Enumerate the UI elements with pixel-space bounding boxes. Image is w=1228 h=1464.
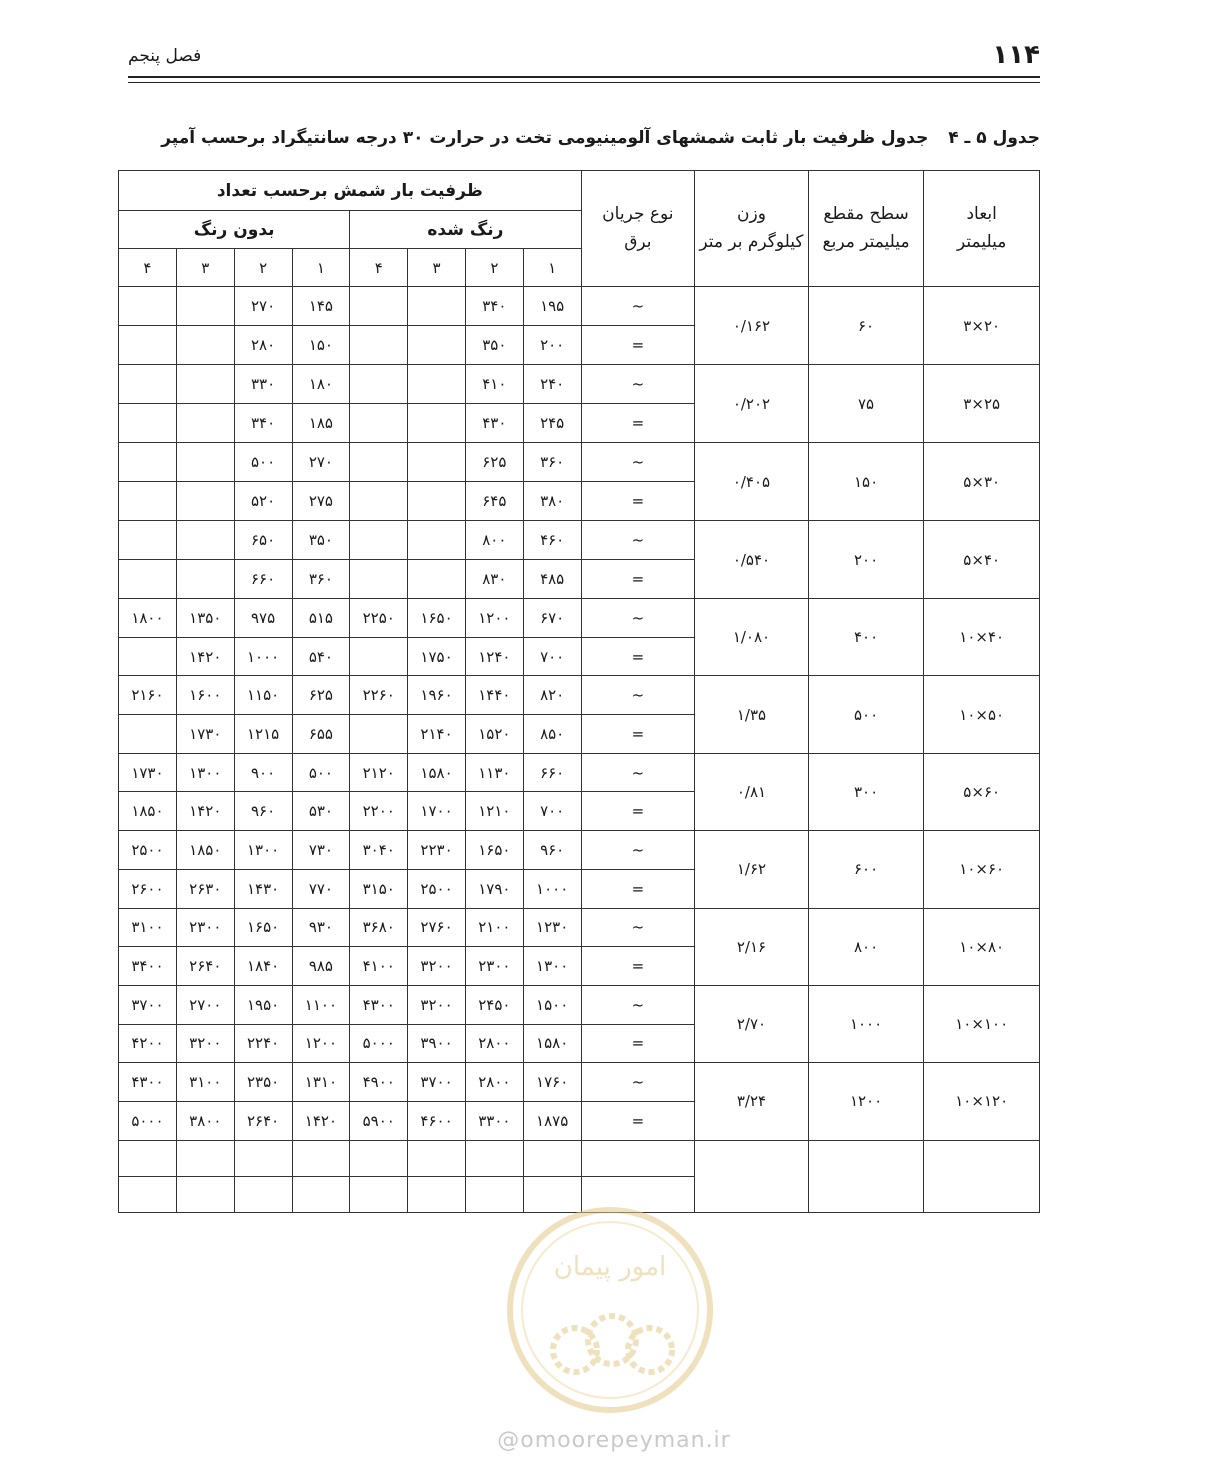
header-count: ۳: [176, 249, 234, 287]
header-count: ۴: [119, 249, 177, 287]
cell-painted-value: [350, 404, 408, 443]
cell-painted-value: [408, 287, 466, 326]
cell-empty: [924, 1140, 1040, 1212]
cell-unpainted-value: ۱۳۵۰: [176, 599, 234, 638]
cell-empty: [234, 1176, 292, 1212]
cell-unpainted-value: ۳۶۰: [292, 560, 350, 599]
cell-weight: ۱/۶۲: [695, 831, 809, 908]
watermark-logo-icon: [500, 1200, 720, 1420]
cell-unpainted-value: ۲۶۴۰: [234, 1101, 292, 1140]
cell-unpainted-value: ۱۴۲۰: [176, 792, 234, 831]
cell-unpainted-value: ۲۶۰۰: [119, 869, 177, 908]
cell-current-type: ~: [581, 599, 695, 638]
cell-unpainted-value: [119, 521, 177, 560]
cell-current-type: ~: [581, 753, 695, 792]
cell-painted-value: ۱۲۴۰: [465, 637, 523, 676]
cell-painted-value: ۸۲۰: [523, 676, 581, 715]
cell-dim: ۲۵×۳: [924, 365, 1040, 443]
cell-area: ۱۵۰: [808, 443, 924, 521]
cell-unpainted-value: [176, 521, 234, 560]
cell-painted-value: ۳۳۰۰: [465, 1101, 523, 1140]
cell-unpainted-value: ۱۴۲۰: [292, 1101, 350, 1140]
cell-unpainted-value: ۷۳۰: [292, 831, 350, 870]
cell-unpainted-value: ۳۴۰۰: [119, 947, 177, 986]
cell-unpainted-value: ۳۲۰۰: [176, 1024, 234, 1063]
header-area: [808, 171, 924, 287]
header-weight: [695, 171, 809, 287]
cell-area: ۸۰۰: [808, 908, 924, 985]
cell-unpainted-value: ۱۸۵: [292, 404, 350, 443]
table-row: [119, 676, 1040, 715]
cell-current-type: =: [581, 869, 695, 908]
table-row: [119, 1063, 1040, 1102]
cell-painted-value: ۸۵۰: [523, 715, 581, 754]
cell-current-type: =: [581, 1101, 695, 1140]
cell-unpainted-value: ۲۶۴۰: [176, 947, 234, 986]
cell-current-type: =: [581, 1024, 695, 1063]
cell-unpainted-value: ۱۳۰۰: [234, 831, 292, 870]
table-row: [119, 599, 1040, 638]
cell-dim: ۶۰×۵: [924, 753, 1040, 830]
cell-dim: ۲۰×۳: [924, 287, 1040, 365]
cell-unpainted-value: ۱۹۵۰: [234, 985, 292, 1024]
cell-empty: [808, 1140, 924, 1212]
cell-unpainted-value: [119, 637, 177, 676]
cell-unpainted-value: ۶۵۰: [234, 521, 292, 560]
cell-current-type: =: [581, 326, 695, 365]
cell-painted-value: ۸۳۰: [465, 560, 523, 599]
cell-unpainted-value: ۴۲۰۰: [119, 1024, 177, 1063]
cell-painted-value: ۱۵۸۰: [523, 1024, 581, 1063]
cell-painted-value: ۶۷۰: [523, 599, 581, 638]
cell-current-type: ~: [581, 521, 695, 560]
header-painted: رنگ شده: [350, 211, 581, 249]
header-capacity: ظرفیت بار شمش برحسب تعداد: [119, 171, 582, 211]
chapter-title: فصل پنجم: [128, 46, 202, 66]
cell-painted-value: [350, 715, 408, 754]
cell-empty: [465, 1140, 523, 1176]
cell-weight: ۰/۱۶۲: [695, 287, 809, 365]
cell-unpainted-value: ۱۲۰۰: [292, 1024, 350, 1063]
cell-unpainted-value: ۳۸۰۰: [176, 1101, 234, 1140]
cell-painted-value: ۳۶۰: [523, 443, 581, 482]
header-count: ۳: [408, 249, 466, 287]
cell-painted-value: ۴۹۰۰: [350, 1063, 408, 1102]
cell-painted-value: ۴۳۰: [465, 404, 523, 443]
cell-empty: [408, 1176, 466, 1212]
cell-painted-value: [350, 326, 408, 365]
cell-weight: ۳/۲۴: [695, 1063, 809, 1140]
cell-current-type: ~: [581, 908, 695, 947]
cell-unpainted-value: ۱۶۵۰: [234, 908, 292, 947]
table-row: [119, 985, 1040, 1024]
cell-empty: [176, 1176, 234, 1212]
cell-empty: [292, 1140, 350, 1176]
cell-current-type: =: [581, 560, 695, 599]
cell-unpainted-value: [176, 326, 234, 365]
cell-dim: ۸۰×۱۰: [924, 908, 1040, 985]
cell-painted-value: ۲۴۰: [523, 365, 581, 404]
cell-empty: [176, 1140, 234, 1176]
cell-unpainted-value: ۲۲۴۰: [234, 1024, 292, 1063]
cell-painted-value: ۱۲۳۰: [523, 908, 581, 947]
cell-dim: ۱۲۰×۱۰: [924, 1063, 1040, 1140]
table-row: [119, 443, 1040, 482]
cell-weight: ۱/۰۸۰: [695, 599, 809, 676]
cell-empty: [350, 1176, 408, 1212]
cell-painted-value: [408, 560, 466, 599]
cell-unpainted-value: ۵۰۰۰: [119, 1101, 177, 1140]
cell-painted-value: ۳۲۰۰: [408, 947, 466, 986]
cell-painted-value: ۱۰۰۰: [523, 869, 581, 908]
cell-unpainted-value: ۹۳۰: [292, 908, 350, 947]
cell-current-type: ~: [581, 831, 695, 870]
cell-unpainted-value: [119, 715, 177, 754]
cell-unpainted-value: ۱۶۰۰: [176, 676, 234, 715]
cell-painted-value: ۵۹۰۰: [350, 1101, 408, 1140]
cell-painted-value: ۲۱۰۰: [465, 908, 523, 947]
header-count: ۱: [292, 249, 350, 287]
cell-unpainted-value: ۱۸۵۰: [176, 831, 234, 870]
cell-painted-value: ۳۶۸۰: [350, 908, 408, 947]
cell-unpainted-value: ۲۸۰: [234, 326, 292, 365]
cell-painted-value: ۱۱۳۰: [465, 753, 523, 792]
cell-painted-value: ۲۴۵۰: [465, 985, 523, 1024]
cell-unpainted-value: ۲۱۶۰: [119, 676, 177, 715]
header-dimensions: [924, 171, 1040, 287]
header-count: ۴: [350, 249, 408, 287]
cell-unpainted-value: ۵۱۵: [292, 599, 350, 638]
cell-painted-value: ۱۳۰۰: [523, 947, 581, 986]
cell-painted-value: [350, 560, 408, 599]
cell-painted-value: ۱۹۵: [523, 287, 581, 326]
cell-area: ۶۰۰: [808, 831, 924, 908]
cell-weight: ۰/۲۰۲: [695, 365, 809, 443]
cell-area: ۲۰۰: [808, 521, 924, 599]
cell-painted-value: ۵۰۰۰: [350, 1024, 408, 1063]
cell-painted-value: ۶۶۰: [523, 753, 581, 792]
cell-unpainted-value: ۱۰۰۰: [234, 637, 292, 676]
cell-current-type: ~: [581, 676, 695, 715]
cell-empty: [119, 1176, 177, 1212]
cell-unpainted-value: ۲۶۳۰: [176, 869, 234, 908]
cell-painted-value: ۲۵۰۰: [408, 869, 466, 908]
cell-current-type: ~: [581, 365, 695, 404]
header-unpainted: بدون رنگ: [119, 211, 350, 249]
cell-empty: [234, 1140, 292, 1176]
header-rule-thin: [128, 82, 1040, 83]
cell-unpainted-value: ۶۶۰: [234, 560, 292, 599]
cell-unpainted-value: ۲۳۵۰: [234, 1063, 292, 1102]
cell-painted-value: ۴۶۰: [523, 521, 581, 560]
cell-painted-value: [350, 365, 408, 404]
cell-unpainted-value: ۳۵۰: [292, 521, 350, 560]
table-row: [119, 521, 1040, 560]
cell-unpainted-value: ۹۸۵: [292, 947, 350, 986]
cell-painted-value: ۳۴۰: [465, 287, 523, 326]
header-count: ۲: [234, 249, 292, 287]
cell-unpainted-value: ۳۴۰: [234, 404, 292, 443]
cell-dim: ۶۰×۱۰: [924, 831, 1040, 908]
cell-unpainted-value: [176, 482, 234, 521]
cell-unpainted-value: ۶۵۵: [292, 715, 350, 754]
cell-dim: ۱۰۰×۱۰: [924, 985, 1040, 1062]
cell-dim: ۴۰×۱۰: [924, 599, 1040, 676]
cell-painted-value: ۲۲۶۰: [350, 676, 408, 715]
cell-painted-value: [408, 482, 466, 521]
cell-unpainted-value: ۲۷۰۰: [176, 985, 234, 1024]
cell-unpainted-value: [119, 560, 177, 599]
cell-painted-value: [408, 326, 466, 365]
cell-area: ۷۵: [808, 365, 924, 443]
cell-painted-value: ۱۲۱۰: [465, 792, 523, 831]
cell-painted-value: ۶۲۵: [465, 443, 523, 482]
cell-painted-value: ۲۲۳۰: [408, 831, 466, 870]
cell-unpainted-value: ۱۴۳۰: [234, 869, 292, 908]
cell-area: ۵۰۰: [808, 676, 924, 753]
cell-painted-value: ۲۸۰۰: [465, 1063, 523, 1102]
cell-painted-value: ۷۰۰: [523, 637, 581, 676]
cell-painted-value: ۱۵۲۰: [465, 715, 523, 754]
cell-painted-value: [350, 443, 408, 482]
cell-unpainted-value: ۲۳۰۰: [176, 908, 234, 947]
cell-painted-value: [350, 482, 408, 521]
cell-unpainted-value: [119, 365, 177, 404]
cell-unpainted-value: [119, 404, 177, 443]
caption-title: جدول ظرفیت بار ثابت شمشهای آلومینیومی تخت در حرارت ۳۰ درجه سانتیگراد برحسب آمپر: [161, 128, 929, 148]
cell-unpainted-value: ۹۷۵: [234, 599, 292, 638]
cell-unpainted-value: [176, 365, 234, 404]
cell-unpainted-value: ۲۷۰: [234, 287, 292, 326]
capacity-table: [118, 170, 1040, 1213]
cell-empty: [581, 1140, 695, 1176]
cell-painted-value: ۲۱۲۰: [350, 753, 408, 792]
cell-unpainted-value: ۶۲۵: [292, 676, 350, 715]
cell-unpainted-value: ۵۳۰: [292, 792, 350, 831]
cell-unpainted-value: [119, 326, 177, 365]
cell-area: ۱۲۰۰: [808, 1063, 924, 1140]
page-number: ۱۱۴: [992, 40, 1040, 70]
cell-unpainted-value: ۲۷۰: [292, 443, 350, 482]
table-row-empty: [119, 1140, 1040, 1176]
cell-current-type: ~: [581, 287, 695, 326]
cell-area: ۳۰۰: [808, 753, 924, 830]
cell-painted-value: ۶۴۵: [465, 482, 523, 521]
cell-unpainted-value: [176, 560, 234, 599]
cell-dim: ۴۰×۵: [924, 521, 1040, 599]
cell-current-type: ~: [581, 443, 695, 482]
cell-painted-value: ۱۸۷۵: [523, 1101, 581, 1140]
cell-weight: ۰/۵۴۰: [695, 521, 809, 599]
cell-painted-value: ۱۵۰۰: [523, 985, 581, 1024]
header-weight-unit: کیلوگرم بر متر: [699, 231, 804, 252]
cell-unpainted-value: ۱۵۰: [292, 326, 350, 365]
cell-painted-value: ۲۸۰۰: [465, 1024, 523, 1063]
cell-painted-value: ۳۸۰: [523, 482, 581, 521]
cell-empty: [408, 1140, 466, 1176]
cell-unpainted-value: [176, 443, 234, 482]
cell-unpainted-value: ۵۴۰: [292, 637, 350, 676]
cell-unpainted-value: ۱۸۴۰: [234, 947, 292, 986]
cell-painted-value: ۴۶۰۰: [408, 1101, 466, 1140]
cell-painted-value: [350, 637, 408, 676]
cell-empty: [350, 1140, 408, 1176]
cell-painted-value: ۲۴۵: [523, 404, 581, 443]
cell-unpainted-value: ۹۶۰: [234, 792, 292, 831]
cell-painted-value: ۳۵۰: [465, 326, 523, 365]
cell-unpainted-value: ۱۴۲۰: [176, 637, 234, 676]
cell-empty: [523, 1140, 581, 1176]
header-area-unit: میلیمتر مربع: [822, 231, 910, 252]
caption-number: جدول ۵ ـ ۴: [948, 128, 1040, 148]
cell-painted-value: [408, 443, 466, 482]
cell-unpainted-value: ۹۰۰: [234, 753, 292, 792]
header-dimensions-unit: میلیمتر: [957, 231, 1007, 252]
cell-unpainted-value: ۱۱۰۰: [292, 985, 350, 1024]
cell-unpainted-value: [176, 404, 234, 443]
cell-painted-value: ۲۳۰۰: [465, 947, 523, 986]
cell-painted-value: [350, 521, 408, 560]
cell-dim: ۵۰×۱۰: [924, 676, 1040, 753]
cell-painted-value: ۹۶۰: [523, 831, 581, 870]
cell-unpainted-value: ۱۷۳۰: [119, 753, 177, 792]
cell-painted-value: [408, 521, 466, 560]
cell-unpainted-value: ۱۷۳۰: [176, 715, 234, 754]
cell-empty: [292, 1176, 350, 1212]
cell-painted-value: ۳۷۰۰: [408, 1063, 466, 1102]
cell-current-type: =: [581, 404, 695, 443]
cell-unpainted-value: ۷۷۰: [292, 869, 350, 908]
cell-painted-value: ۸۰۰: [465, 521, 523, 560]
cell-painted-value: ۱۴۴۰: [465, 676, 523, 715]
cell-painted-value: ۳۱۵۰: [350, 869, 408, 908]
cell-weight: ۰/۸۱: [695, 753, 809, 830]
cell-painted-value: ۲۷۶۰: [408, 908, 466, 947]
header-area-label: سطح مقطع: [823, 204, 909, 225]
table-caption: [140, 128, 1040, 148]
cell-painted-value: ۲۱۴۰: [408, 715, 466, 754]
cell-area: ۶۰: [808, 287, 924, 365]
cell-unpainted-value: ۱۸۰: [292, 365, 350, 404]
cell-painted-value: ۱۷۹۰: [465, 869, 523, 908]
cell-current-type: =: [581, 715, 695, 754]
cell-unpainted-value: ۱۸۵۰: [119, 792, 177, 831]
cell-unpainted-value: ۱۸۰۰: [119, 599, 177, 638]
cell-unpainted-value: ۳۱۰۰: [176, 1063, 234, 1102]
cell-unpainted-value: [119, 287, 177, 326]
cell-painted-value: ۴۸۵: [523, 560, 581, 599]
cell-dim: ۳۰×۵: [924, 443, 1040, 521]
cell-painted-value: ۱۶۵۰: [465, 831, 523, 870]
header-dimensions-label: ابعاد: [966, 204, 997, 225]
cell-unpainted-value: ۱۱۵۰: [234, 676, 292, 715]
cell-current-type: =: [581, 792, 695, 831]
cell-unpainted-value: ۳۷۰۰: [119, 985, 177, 1024]
cell-painted-value: [350, 287, 408, 326]
cell-painted-value: ۷۰۰: [523, 792, 581, 831]
table-row: [119, 831, 1040, 870]
cell-unpainted-value: ۳۳۰: [234, 365, 292, 404]
cell-painted-value: ۴۳۰۰: [350, 985, 408, 1024]
cell-unpainted-value: ۱۳۰۰: [176, 753, 234, 792]
cell-painted-value: [408, 365, 466, 404]
cell-unpainted-value: ۳۱۰۰: [119, 908, 177, 947]
cell-painted-value: ۱۲۰۰: [465, 599, 523, 638]
cell-painted-value: ۴۱۰۰: [350, 947, 408, 986]
cell-painted-value: ۴۱۰: [465, 365, 523, 404]
cell-unpainted-value: [119, 482, 177, 521]
cell-current-type: ~: [581, 985, 695, 1024]
cell-unpainted-value: ۱۴۵: [292, 287, 350, 326]
cell-unpainted-value: ۲۵۰۰: [119, 831, 177, 870]
cell-painted-value: ۱۶۵۰: [408, 599, 466, 638]
cell-painted-value: [408, 404, 466, 443]
header-rule: [128, 76, 1040, 78]
table-row: [119, 365, 1040, 404]
cell-current-type: =: [581, 637, 695, 676]
table-row: [119, 908, 1040, 947]
cell-unpainted-value: ۴۳۰۰: [119, 1063, 177, 1102]
cell-unpainted-value: [176, 287, 234, 326]
header-current-unit: برق: [624, 231, 652, 252]
cell-painted-value: ۲۲۵۰: [350, 599, 408, 638]
cell-unpainted-value: ۵۲۰: [234, 482, 292, 521]
cell-painted-value: ۲۰۰: [523, 326, 581, 365]
cell-weight: ۲/۱۶: [695, 908, 809, 985]
watermark-site: @omoorepeyman.ir: [497, 1428, 731, 1453]
cell-area: ۴۰۰: [808, 599, 924, 676]
cell-unpainted-value: ۵۰۰: [292, 753, 350, 792]
table-row: [119, 287, 1040, 326]
cell-current-type: ~: [581, 1063, 695, 1102]
cell-painted-value: ۱۷۵۰: [408, 637, 466, 676]
cell-unpainted-value: ۱۲۱۵: [234, 715, 292, 754]
cell-unpainted-value: ۲۷۵: [292, 482, 350, 521]
cell-painted-value: ۲۲۰۰: [350, 792, 408, 831]
cell-painted-value: ۳۰۴۰: [350, 831, 408, 870]
cell-painted-value: ۱۹۶۰: [408, 676, 466, 715]
cell-painted-value: ۱۷۰۰: [408, 792, 466, 831]
cell-painted-value: ۳۹۰۰: [408, 1024, 466, 1063]
cell-weight: ۲/۷۰: [695, 985, 809, 1062]
cell-weight: ۱/۳۵: [695, 676, 809, 753]
cell-unpainted-value: [119, 443, 177, 482]
table-row: [119, 753, 1040, 792]
cell-weight: ۰/۴۰۵: [695, 443, 809, 521]
cell-painted-value: ۱۵۸۰: [408, 753, 466, 792]
header-current-type: [581, 171, 695, 287]
header-current-label: نوع جریان: [602, 204, 674, 225]
header-weight-label: وزن: [737, 204, 766, 225]
cell-unpainted-value: ۱۳۱۰: [292, 1063, 350, 1102]
watermark-logo-text: امور پیمان: [553, 1252, 667, 1282]
header-count: ۱: [523, 249, 581, 287]
cell-current-type: =: [581, 947, 695, 986]
header-count: ۲: [465, 249, 523, 287]
cell-area: ۱۰۰۰: [808, 985, 924, 1062]
cell-unpainted-value: ۵۰۰: [234, 443, 292, 482]
cell-current-type: =: [581, 482, 695, 521]
cell-empty: [119, 1140, 177, 1176]
cell-painted-value: ۱۷۶۰: [523, 1063, 581, 1102]
cell-painted-value: ۳۲۰۰: [408, 985, 466, 1024]
